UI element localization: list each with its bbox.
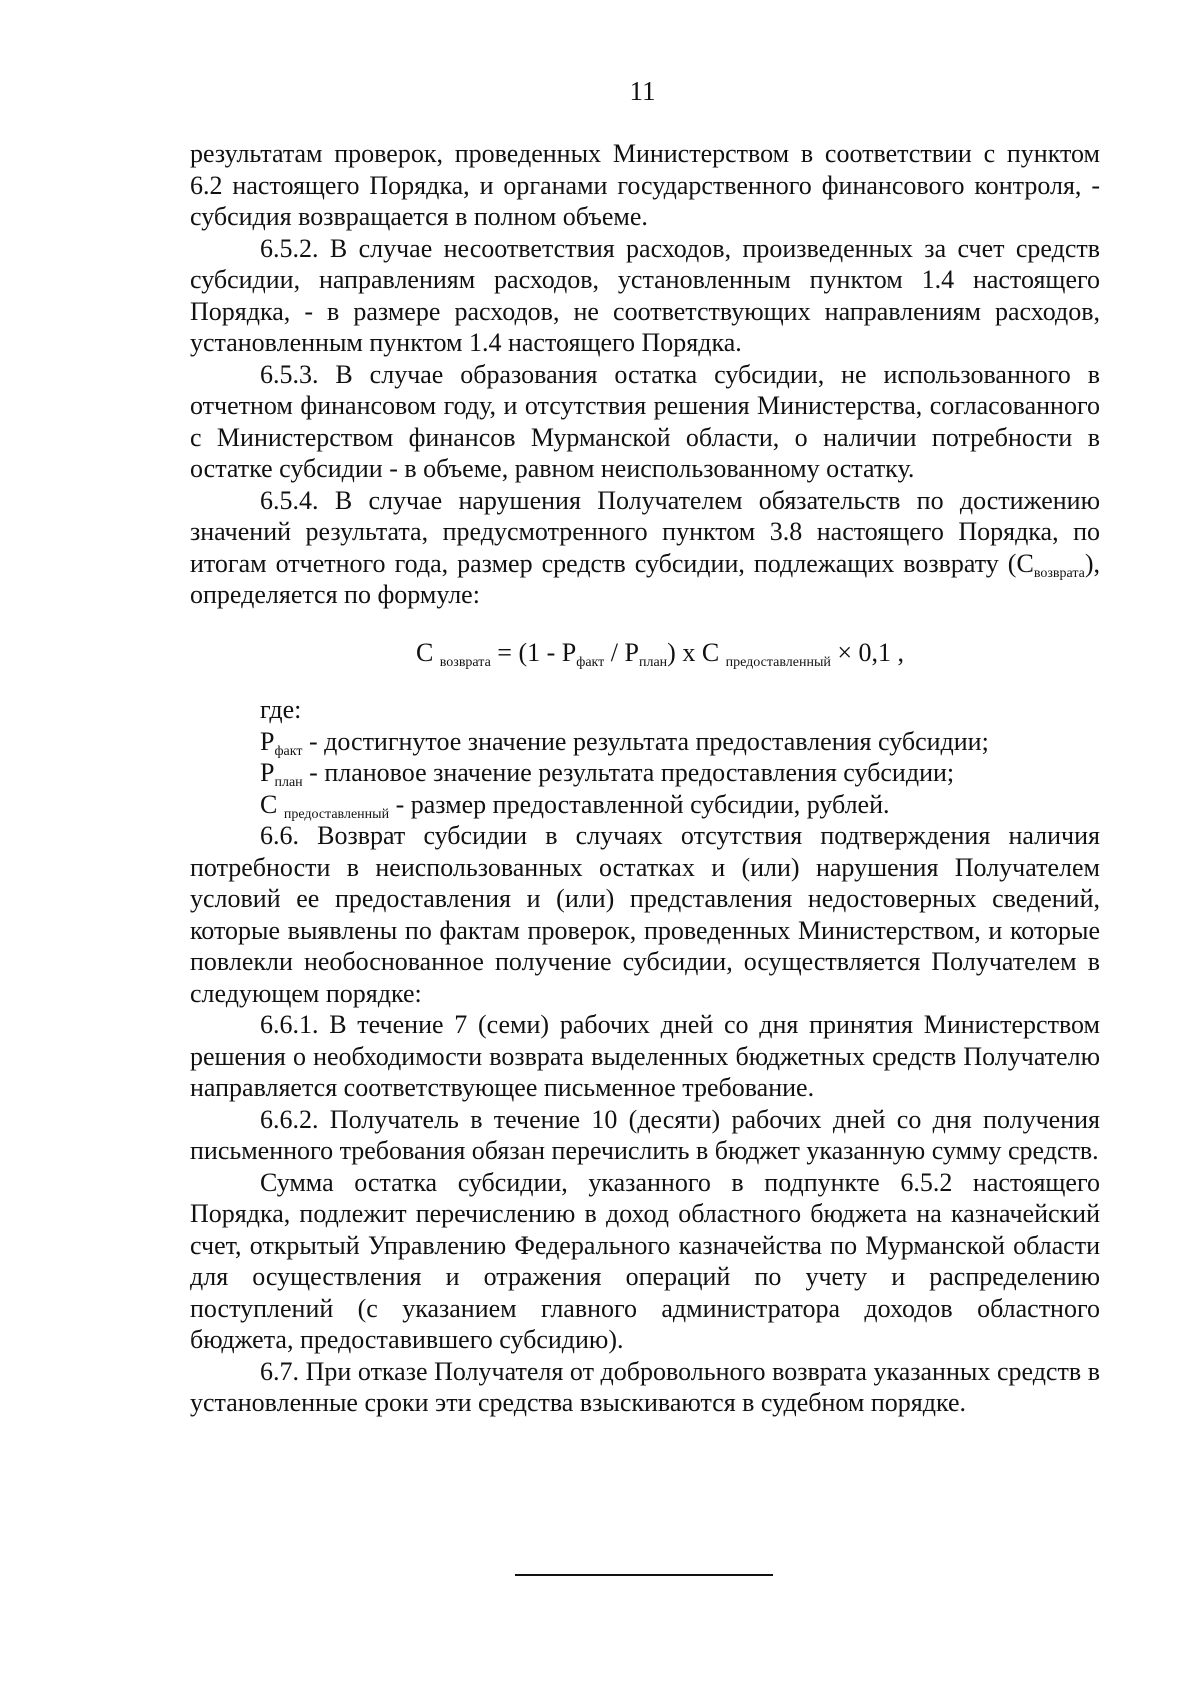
- document-body: [190, 138, 1100, 1419]
- paragraph-intro: результатам проверок, проведенных Министерством в соответствии с пунктом 6.2 настоящего Порядка, и органами государственного финансового контроля, - субсидия возвращается в полном объеме.: [190, 139, 1100, 231]
- paragraph-6-5-4: [190, 485, 1100, 611]
- legend-description: - плановое значение результата предоставления субсидии;: [302, 758, 955, 787]
- formula-c-provided-subscript: предоставленный: [725, 654, 831, 670]
- legend-symbol: Р: [260, 726, 275, 756]
- legend-description: - достигнутое значение результата предоставления субсидии;: [302, 726, 989, 756]
- return-formula: [190, 637, 1100, 669]
- formula-multiply-part: ) x С: [667, 637, 720, 667]
- paragraph-6-5-4-text-before: 6.5.4. В случае нарушения Получателем обязательств по достижению значений результата, предусмотренного пунктом 3.8 настоящего Порядка, по итогам отчетного года, размер средств субсидии, подлежащих возврату (С: [190, 485, 1100, 578]
- formula-p-plan-subscript: план: [638, 654, 668, 670]
- paragraph-remaining-sum: Сумма остатка субсидии, указанного в подпункте 6.5.2 настоящего Порядка, подлежит перечислению в доход областного бюджета на казначейский счет, открытый Управлению Федерального казначейства по Мурманской области для осуществления и отражения операций по учету и распределению поступлений (с указанием главного администратора доходов областного бюджета, предоставившего субсидию).: [190, 1167, 1100, 1354]
- legend-item-p-plan: [190, 757, 1100, 789]
- paragraph-6-6: 6.6. Возврат субсидии в случаях отсутствия подтверждения наличия потребности в неиспользованных остатках и (или) нарушения Получателем условий ее предоставления и (или) представления недостоверных сведений, которые выявлены по фактам проверок, проведенных Министерством, и которые повлекли необоснованное получение субсидии, осуществляется Получателем в следующем порядке:: [190, 821, 1100, 1008]
- legend-description: - размер предоставленной субсидии, рублей.: [389, 789, 890, 819]
- formula-c-symbol: С: [415, 637, 434, 667]
- legend-subscript: факт: [274, 743, 303, 759]
- formula-where-label: где:: [260, 695, 302, 724]
- formula-division-part: / Р: [604, 637, 639, 667]
- formula-c-subscript: возврата: [439, 654, 491, 670]
- formula-tail: × 0,1 ,: [830, 637, 905, 667]
- legend-symbol: С: [260, 789, 278, 819]
- formula-equals-part: = (1 - Р: [490, 637, 577, 667]
- paragraph-6-7: 6.7. При отказе Получателя от добровольного возврата указанных средств в установленные сроки эти средства взыскиваются в судебном порядке.: [190, 1356, 1100, 1417]
- paragraph-6-6-1: 6.6.1. В течение 7 (семи) рабочих дней со дня принятия Министерством решения о необходимости возврата выделенных бюджетных средств Получателю направляется соответствующее письменное требование.: [190, 1010, 1100, 1102]
- legend-symbol: Р: [260, 758, 275, 787]
- legend-subscript: план: [274, 775, 303, 790]
- paragraph-6-5-2: 6.5.2. В случае несоответствия расходов, произведенных за счет средств субсидии, направлениям расходов, установленным пунктом 1.4 настоящего Порядка, - в размере расходов, не соответствующих направлениям расходов, установленным пунктом 1.4 настоящего Порядка.: [190, 233, 1100, 357]
- paragraph-6-5-4-subscript: возврата: [1033, 565, 1085, 581]
- legend-item-p-fact: [190, 726, 1100, 758]
- formula-p-fact-subscript: факт: [576, 654, 605, 670]
- paragraph-6-6-2: 6.6.2. Получатель в течение 10 (десяти) рабочих дней со дня получения письменного требования обязан перечислить в бюджет указанную сумму средств.: [190, 1104, 1100, 1165]
- legend-subscript: предоставленный: [283, 806, 390, 822]
- paragraph-6-5-3: 6.5.3. В случае образования остатка субсидии, не использованного в отчетном финансовом году, и отсутствия решения Министерства, согласованного с Министерством финансов Мурманской области, о наличии потребности в остатке субсидии - в объеме, равном неиспользованному остатку.: [190, 359, 1100, 483]
- end-of-document-rule: [515, 1574, 773, 1576]
- page-number: 11: [629, 76, 656, 106]
- paragraph-6-5-4-text-after: ), определяется по формуле:: [190, 548, 1100, 609]
- legend-item-c-provided: [190, 789, 1100, 821]
